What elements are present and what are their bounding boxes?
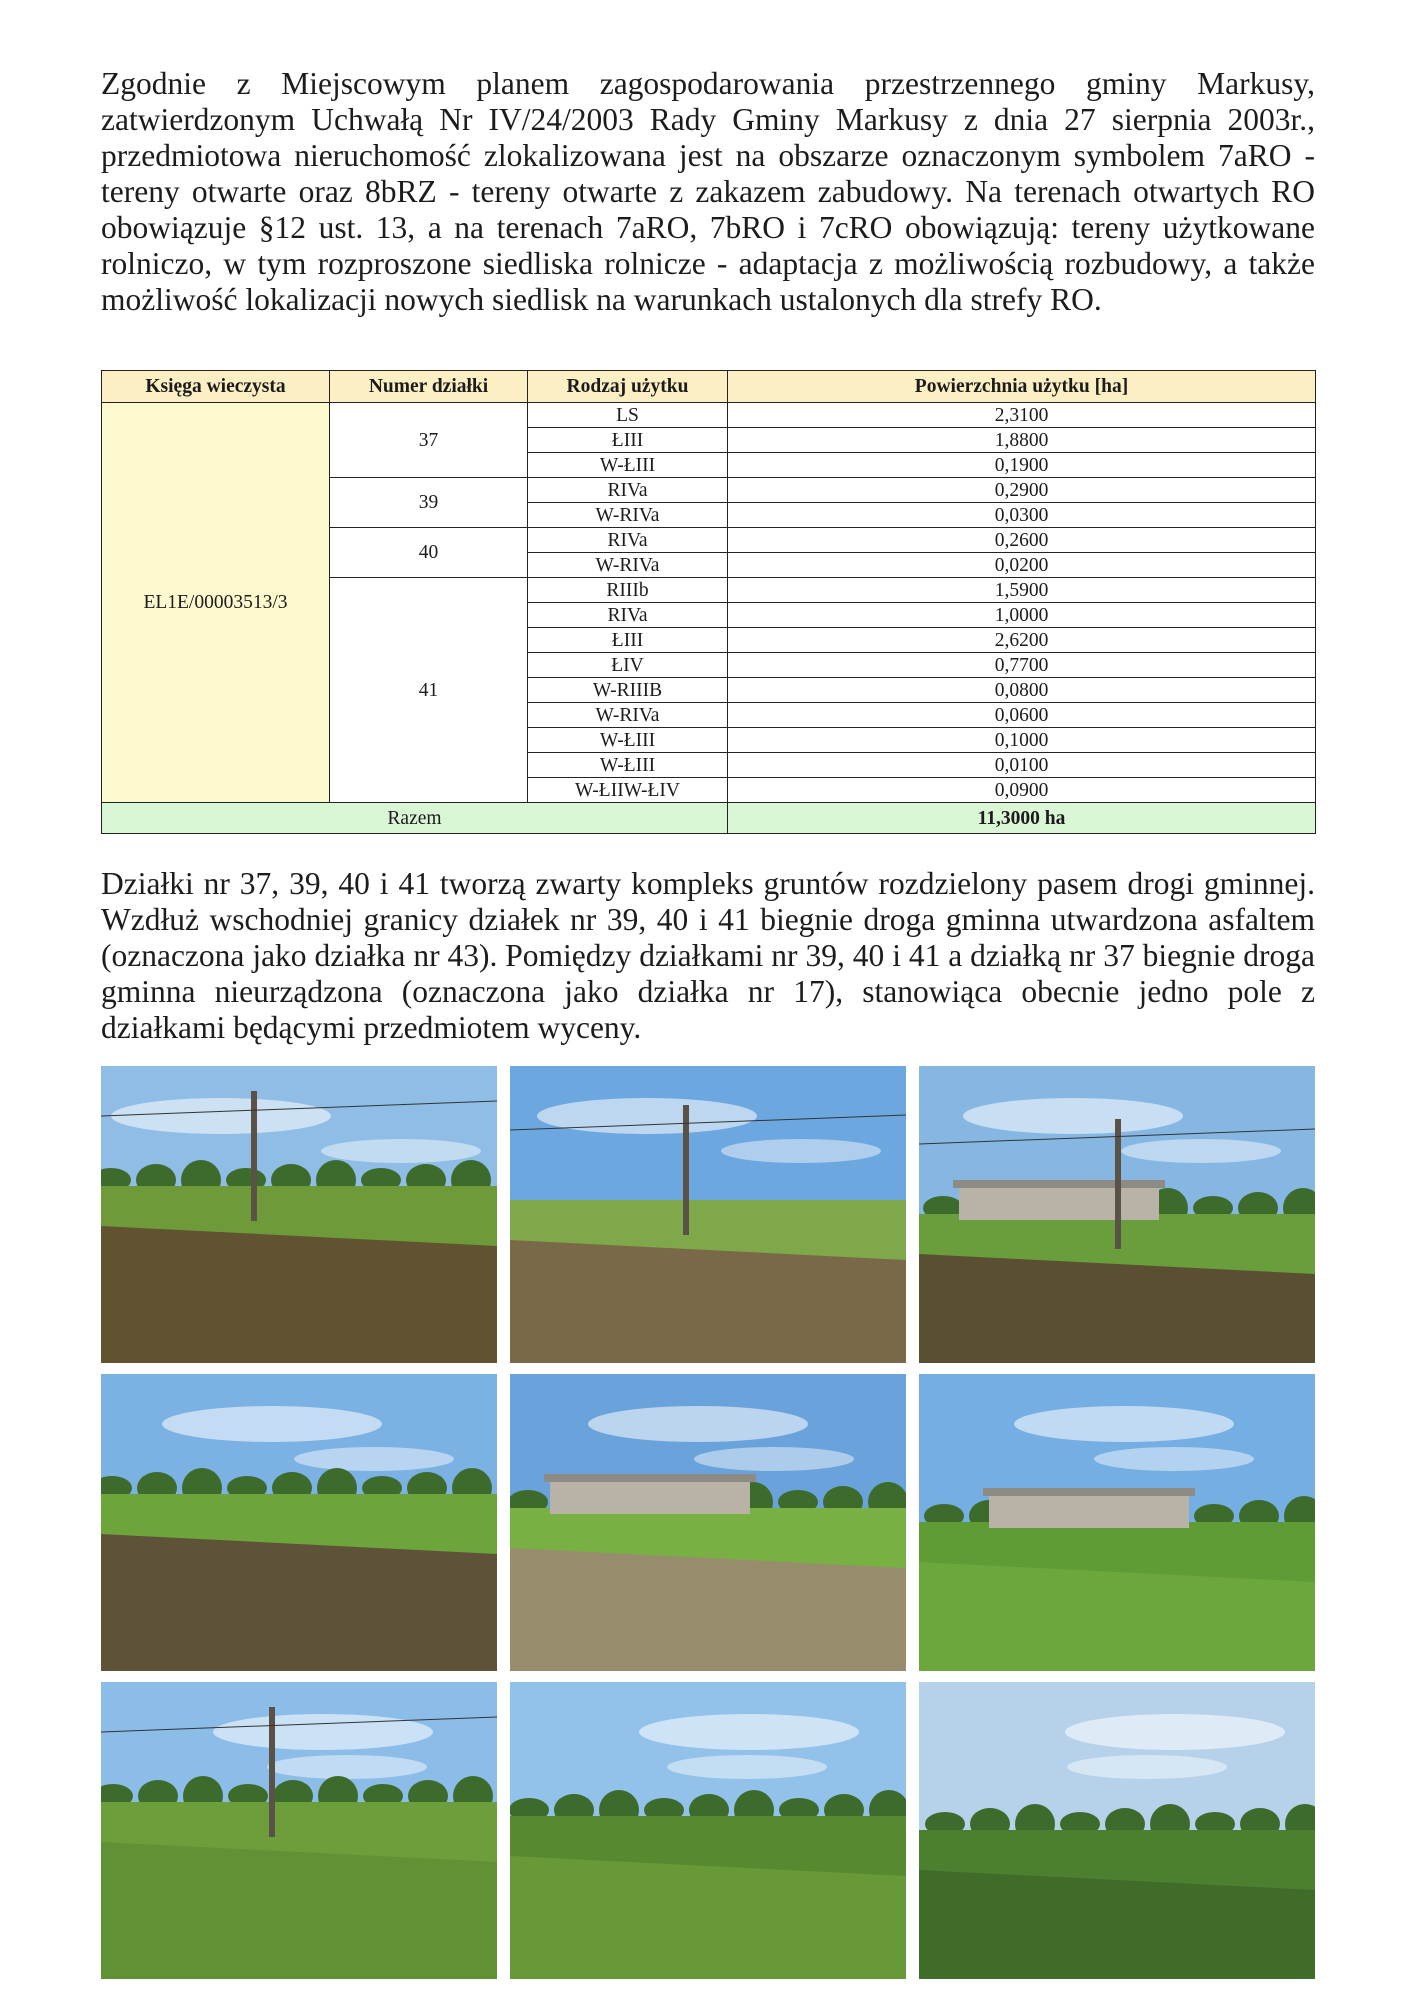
use-type: W-ŁIII xyxy=(528,453,728,478)
cloud xyxy=(667,1755,827,1779)
field xyxy=(510,1856,906,1979)
cloud xyxy=(294,1447,454,1471)
landscape-image xyxy=(919,1682,1315,1979)
landscape-image xyxy=(919,1066,1315,1363)
cloud xyxy=(1094,1447,1254,1471)
cloud xyxy=(721,1139,881,1163)
landscape-image xyxy=(510,1066,906,1363)
cloud xyxy=(321,1139,481,1163)
field-photo xyxy=(101,1066,497,1363)
zoning-plan-paragraph: Zgodnie z Miejscowym planem zagospodarowania przestrzennego gminy Markusy, zatwierdzonym Uchwałą Nr IV/24/2003 Rady Gminy Markusy z dnia 27 sierpnia 2003r., przedmiotowa nieruchomość zlokalizowana jest na obszarze oznaczonym symbolem 7aRO - tereny otwarte oraz 8bRZ - tereny otwarte z zakazem zabudowy. Na terenach otwartych RO obowiązuje §12 ust. 13, a na terenach 7aRO, 7bRO i 7cRO obowiązują: tereny użytkowane rolniczo, w tym rozproszone siedliska rolnicze - adaptacja z możliwością rozbudowy, a także możliwość lokalizacji nowych siedlisk na warunkach ustalonych dla strefy RO. xyxy=(101,66,1315,317)
use-area: 0,0100 xyxy=(728,753,1316,778)
cloud xyxy=(639,1714,859,1750)
parcel-number: 41 xyxy=(330,578,528,803)
use-area: 2,6200 xyxy=(728,628,1316,653)
field-photo xyxy=(510,1066,906,1363)
use-type: W-RIVa xyxy=(528,703,728,728)
barn-roof xyxy=(544,1474,756,1482)
use-area: 2,3100 xyxy=(728,403,1316,428)
field-photo xyxy=(510,1374,906,1671)
field-photo xyxy=(101,1682,497,1979)
use-type: W-ŁIII xyxy=(528,753,728,778)
use-type: RIVa xyxy=(528,478,728,503)
cloud xyxy=(267,1755,427,1779)
cloud xyxy=(694,1447,854,1471)
barn xyxy=(550,1480,750,1514)
use-area: 0,0600 xyxy=(728,703,1316,728)
cloud xyxy=(963,1098,1183,1134)
utility-pole xyxy=(683,1105,689,1235)
landscape-image xyxy=(510,1374,906,1671)
header-parcel-number: Numer działki xyxy=(330,371,528,403)
use-area: 0,0800 xyxy=(728,678,1316,703)
parcel-number: 37 xyxy=(330,403,528,478)
use-area: 0,1900 xyxy=(728,453,1316,478)
table-header-row xyxy=(102,371,1316,403)
landscape-image xyxy=(919,1374,1315,1671)
header-land-register: Księga wieczysta xyxy=(102,371,330,403)
use-area: 1,8800 xyxy=(728,428,1316,453)
use-type: W-ŁIII xyxy=(528,728,728,753)
cloud xyxy=(213,1714,433,1750)
cloud xyxy=(1065,1714,1285,1750)
use-area: 1,0000 xyxy=(728,603,1316,628)
use-type: RIVa xyxy=(528,603,728,628)
use-area: 0,0200 xyxy=(728,553,1316,578)
barn xyxy=(989,1494,1189,1528)
use-area: 0,2600 xyxy=(728,528,1316,553)
field xyxy=(101,1534,497,1671)
use-type: ŁIII xyxy=(528,428,728,453)
utility-pole xyxy=(1115,1119,1121,1249)
landscape-image xyxy=(101,1066,497,1363)
use-area: 0,2900 xyxy=(728,478,1316,503)
table-row xyxy=(102,403,1316,428)
field-photo xyxy=(101,1374,497,1671)
field-photo xyxy=(919,1682,1315,1979)
field-photo xyxy=(919,1374,1315,1671)
use-area: 1,5900 xyxy=(728,578,1316,603)
field xyxy=(101,1842,497,1979)
parcel-number: 39 xyxy=(330,478,528,528)
cloud xyxy=(162,1406,382,1442)
use-type: RIVa xyxy=(528,528,728,553)
barn xyxy=(959,1186,1159,1220)
landscape-image xyxy=(101,1682,497,1979)
land-register-number: EL1E/00003513/3 xyxy=(102,403,330,803)
total-row xyxy=(102,803,1316,834)
use-type: ŁIII xyxy=(528,628,728,653)
use-type: LS xyxy=(528,403,728,428)
parcels-table xyxy=(101,370,1316,834)
cloud xyxy=(537,1098,757,1134)
total-label: Razem xyxy=(102,803,728,834)
field xyxy=(510,1548,906,1671)
landscape-image xyxy=(510,1682,906,1979)
field-photo xyxy=(919,1066,1315,1363)
cloud xyxy=(1121,1139,1281,1163)
header-use-type: Rodzaj użytku xyxy=(528,371,728,403)
use-area: 0,1000 xyxy=(728,728,1316,753)
cloud xyxy=(1067,1755,1227,1779)
use-type: W-RIVa xyxy=(528,553,728,578)
use-type: RIIIb xyxy=(528,578,728,603)
photo-grid xyxy=(101,1066,1316,1979)
cloud xyxy=(1014,1406,1234,1442)
use-area: 0,0900 xyxy=(728,778,1316,803)
use-area: 0,7700 xyxy=(728,653,1316,678)
use-type: W-ŁIIW-ŁIV xyxy=(528,778,728,803)
cloud xyxy=(588,1406,808,1442)
use-type: ŁIV xyxy=(528,653,728,678)
barn-roof xyxy=(953,1180,1165,1188)
total-value: 11,3000 ha xyxy=(728,803,1316,834)
parcel-number: 40 xyxy=(330,528,528,578)
parcels-description-paragraph: Działki nr 37, 39, 40 i 41 tworzą zwarty kompleks gruntów rozdzielony pasem drogi gminnej. Wzdłuż wschodniej granicy działek nr 39, 40 i 41 biegnie droga gminna utwardzona asfaltem (oznaczona jako działka nr 43). Pomiędzy działkami nr 39, 40 i 41 a działką nr 37 biegnie droga gminna nieurządzona (oznaczona jako działka nr 17), stanowiąca obecnie jedno pole z działkami będącymi przedmiotem wyceny. xyxy=(101,866,1315,1045)
utility-pole xyxy=(269,1707,275,1837)
field xyxy=(101,1226,497,1363)
use-type: W-RIVa xyxy=(528,503,728,528)
use-area: 0,0300 xyxy=(728,503,1316,528)
field xyxy=(510,1240,906,1363)
field-photo xyxy=(510,1682,906,1979)
barn-roof xyxy=(983,1488,1195,1496)
landscape-image xyxy=(101,1374,497,1671)
cloud xyxy=(111,1098,331,1134)
use-type: W-RIIIB xyxy=(528,678,728,703)
header-area: Powierzchnia użytku [ha] xyxy=(728,371,1316,403)
